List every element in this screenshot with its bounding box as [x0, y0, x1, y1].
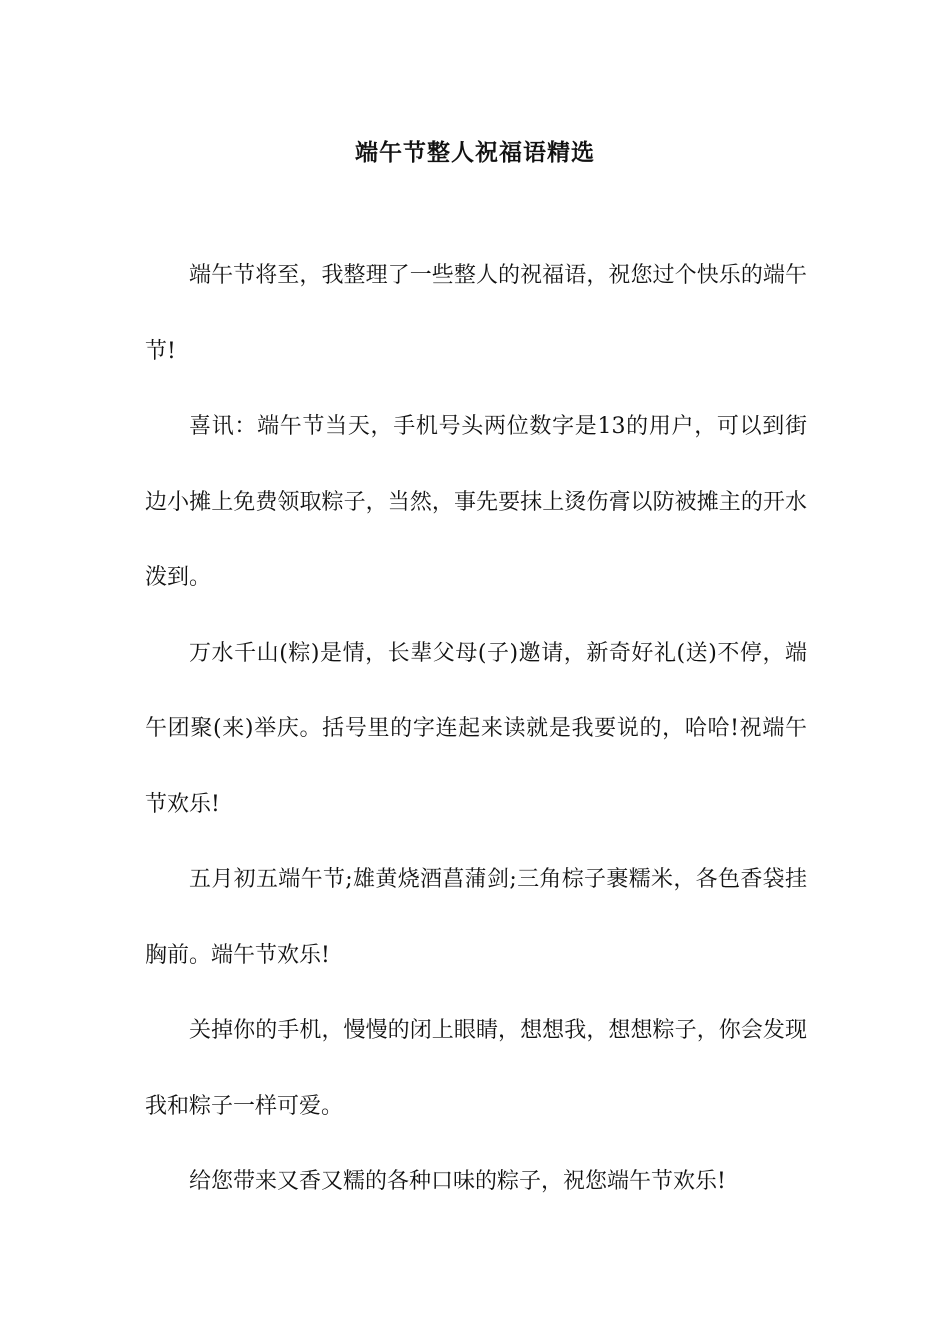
paragraph-wanshui: 万水千山(粽)是情，长辈父母(子)邀请，新奇好礼(送)不停，端午团聚(来)举庆。括号里的字连起来读就是我要说的，哈哈!祝端午节欢乐! — [145, 640, 807, 817]
paragraph-guandiao: 关掉你的手机，慢慢的闭上眼睛，想想我，想想粽子，你会发现我和粽子一样可爱。 — [145, 1018, 807, 1119]
document-body — [145, 238, 807, 1220]
paragraph-wuyue: 五月初五端午节;雄黄烧酒菖蒲剑;三角棕子裹糯米，各色香袋挂胸前。端午节欢乐! — [145, 867, 807, 968]
paragraph-geinin: 给您带来又香又糯的各种口味的粽子，祝您端午节欢乐! — [189, 1169, 726, 1194]
paragraph-intro: 端午节将至，我整理了一些整人的祝福语，祝您过个快乐的端午节! — [145, 263, 807, 364]
document-title: 端午节整人祝福语精选 — [355, 139, 595, 166]
paragraph-xixun: 喜讯：端午节当天，手机号头两位数字是13的用户，可以到街边小摊上免费领取粽子，当然，事先要抹上烫伤膏以防被摊主的开水泼到。 — [145, 414, 807, 590]
